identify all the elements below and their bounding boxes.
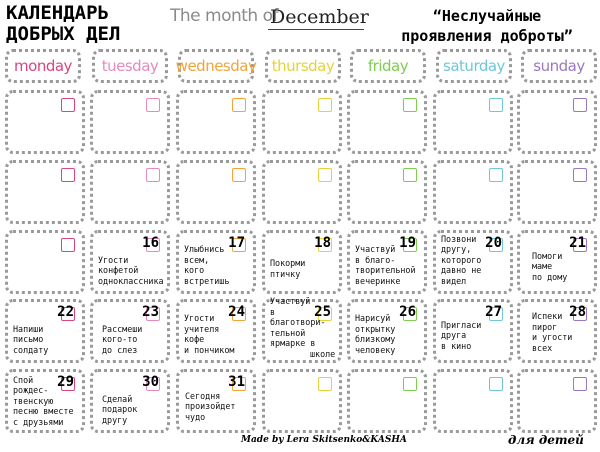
task-line: Улыбнись [184,244,225,254]
checkbox[interactable] [232,168,246,182]
good-deed-task [102,394,163,426]
day-label: thursday [271,57,335,75]
task-line: тельной [270,327,306,338]
task-line: кофе [184,334,205,344]
task-line: Помоги [532,250,563,261]
good-deed-task [98,255,163,287]
day-number: 26 [399,304,416,320]
task-line: в благотвори- [270,306,326,327]
task-line: рождес- [13,385,49,395]
audience-label: для детей [508,433,584,447]
checkbox[interactable] [61,238,75,252]
checkbox[interactable] [146,98,160,112]
task-line: Спой [13,374,34,385]
day-number: 20 [485,235,502,251]
task-line: встретишь [184,275,230,286]
day-number: 19 [399,235,416,251]
task-line: Сделай [102,393,133,404]
calendar-subtitle [380,6,594,46]
day-cell [347,160,427,224]
day-cell [176,299,256,363]
day-cell [5,299,85,363]
day-number: 29 [57,374,74,390]
calendar-subtitle-line1: “Неслучайные [432,7,542,25]
calendar-title [6,3,166,45]
day-cell [433,299,513,363]
day-label: sunday [533,57,585,75]
task-line: по дому [532,271,568,282]
day-number: 27 [485,304,502,320]
checkbox[interactable] [146,168,160,182]
day-cell [347,299,427,363]
checkbox[interactable] [403,377,417,391]
task-line: конфетой [98,265,139,275]
day-header-thursday [265,49,341,83]
day-header-tuesday [92,49,168,83]
checkbox[interactable] [318,377,332,391]
task-line: одноклассника [98,275,164,286]
task-line: с друзьями [13,416,64,427]
day-label: tuesday [101,57,159,75]
day-cell [517,160,597,224]
task-line: Испеки [532,311,563,321]
good-deed-task [270,258,335,279]
day-cell [90,299,170,363]
day-cell [347,230,427,294]
good-deed-task [13,324,78,356]
task-line: маме [532,261,553,271]
day-label: saturday [443,57,505,75]
task-line: друга [441,330,467,340]
task-line: всех [532,342,553,353]
day-cell [5,230,85,294]
day-cell [90,369,170,433]
task-line: Сегодня [185,390,221,401]
checkbox[interactable] [61,168,75,182]
day-number: 23 [142,304,159,320]
task-line: вечеринке [355,275,401,286]
day-cell [90,230,170,294]
day-cell [517,299,597,363]
task-line: Рассмеши [102,323,143,334]
day-label: friday [367,57,409,75]
day-cell [517,90,597,154]
month-name: December [270,6,369,28]
task-line: письмо [13,334,44,344]
task-line: в благо- [355,254,396,265]
day-cell [262,230,342,294]
day-cell [5,369,85,433]
task-line: давно не видел [441,265,482,286]
task-line: произойдет [185,401,236,411]
day-cell [517,230,597,294]
task-line: Угости [98,254,129,265]
task-line: другу [102,414,128,425]
task-line: Позвони [441,233,477,244]
checkbox[interactable] [489,168,503,182]
calendar-title-line1: КАЛЕНДАРЬ [6,2,109,24]
day-cell [90,90,170,154]
day-label: wednesday [175,57,257,75]
task-line: школе [310,348,336,359]
day-cell [433,90,513,154]
day-number: 24 [228,304,245,320]
day-cell [347,90,427,154]
author-credit: Made by Lera Skitsenko&KASHA [241,435,407,445]
day-number: 16 [142,235,159,251]
calendar-subtitle-line2: проявления доброты” [401,27,573,45]
task-line: Пригласи [441,319,482,330]
task-line: солдату [13,344,49,355]
good-deed-task [441,320,506,352]
good-deed-task [102,324,163,356]
task-line: которого [441,254,482,265]
day-cell [5,90,85,154]
good-deed-task [185,391,249,423]
task-line: Угости [184,313,215,323]
checkbox[interactable] [232,98,246,112]
day-cell [90,160,170,224]
task-line: в кино [441,340,472,351]
task-line: птичку [270,268,301,279]
good-deed-task [532,251,590,283]
task-line: открытку [355,323,396,334]
checkbox[interactable] [403,98,417,112]
day-cell [262,160,342,224]
task-line: твенскую [13,395,54,406]
task-line: близкому [355,334,396,344]
task-line: Покорми [270,258,306,268]
day-cell [433,230,513,294]
day-number: 30 [142,374,159,390]
day-header-monday [5,49,81,83]
day-cell [176,160,256,224]
day-number: 17 [228,235,245,251]
task-line: и пончиком [184,344,235,355]
day-cell [176,369,256,433]
day-number: 31 [228,374,245,390]
checkbox[interactable] [318,168,332,182]
task-line: кого-то [102,334,138,344]
day-label: monday [14,57,72,75]
day-header-sunday [521,49,597,83]
task-line: человеку [355,344,396,355]
day-number: 28 [569,304,586,320]
day-header-saturday [436,49,512,83]
checkbox[interactable] [573,377,587,391]
day-header-wednesday [175,49,257,83]
task-line: пирог [532,321,558,332]
checkbox[interactable] [489,377,503,391]
day-number: 18 [314,235,331,251]
task-line: Напиши [13,323,44,334]
checkbox[interactable] [573,168,587,182]
day-number: 25 [314,304,331,320]
checkbox[interactable] [61,98,75,112]
day-cell [5,160,85,224]
checkbox[interactable] [318,98,332,112]
task-line: подарок [102,404,138,414]
task-line: и угости [532,332,573,342]
day-number: 21 [569,235,586,251]
task-line: творительной [355,265,416,275]
day-cell [176,90,256,154]
checkbox[interactable] [403,168,417,182]
task-line: всем, [184,254,210,265]
day-cell [176,230,256,294]
day-header-friday [350,49,426,83]
task-line: песню вместе [13,406,74,416]
task-line: до слез [102,344,138,355]
task-line: чудо [185,411,206,422]
checkbox[interactable] [489,98,503,112]
day-cell [262,90,342,154]
task-line: Нарисуй [355,313,391,323]
day-number: 22 [57,304,74,320]
task-line: кого [184,265,205,275]
day-cell [433,369,513,433]
day-cell [347,369,427,433]
checkbox[interactable] [573,98,587,112]
task-line: Участвуй [270,296,311,306]
calendar-title-line2: ДОБРЫХ ДЕЛ [6,23,121,45]
task-line: учителя [184,323,220,334]
day-cell [517,369,597,433]
day-cell [433,160,513,224]
task-line: другу, [441,244,472,254]
day-cell [262,369,342,433]
day-cell [262,296,342,363]
task-line: Участвуй [355,244,396,254]
task-line: ярмарке в [270,338,316,348]
month-label: The month of [170,6,278,26]
